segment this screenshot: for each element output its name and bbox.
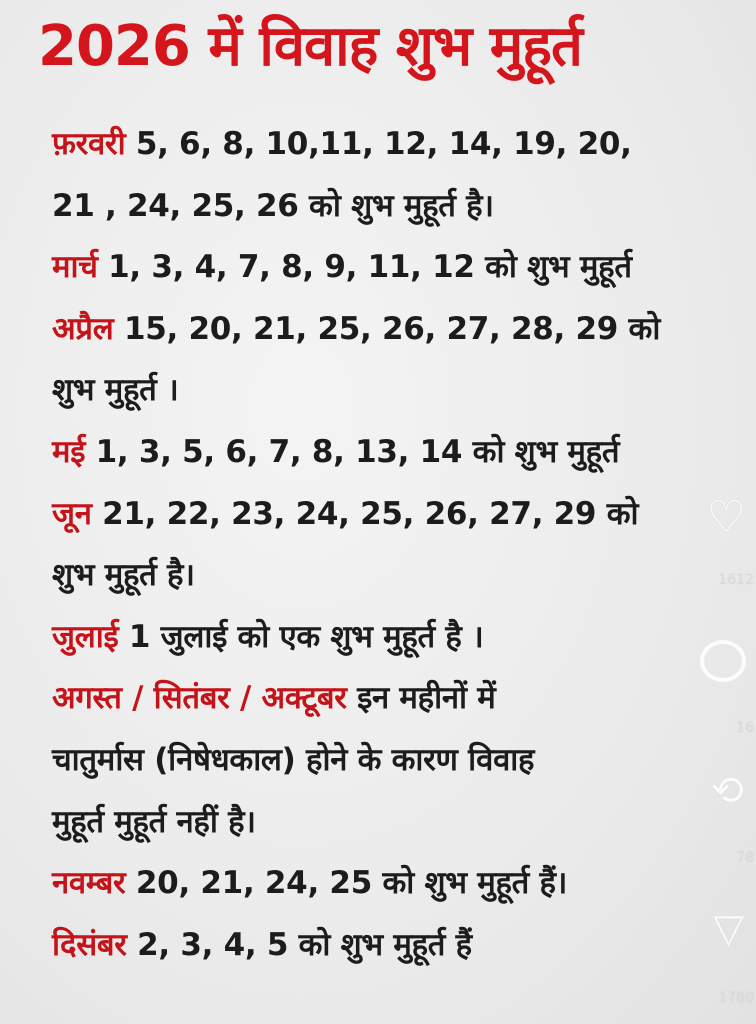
month-label: अप्रैल [52, 310, 114, 347]
month-label: फ़रवरी [52, 126, 126, 162]
list-item [52, 853, 712, 915]
send-icon[interactable]: ▽ [713, 906, 744, 952]
dates-text: शुभ मुहूर्त । [52, 372, 179, 409]
list-item [52, 915, 712, 977]
month-label: मई [52, 433, 86, 470]
month-label: अगस्त / सितंबर / अक्टूबर [52, 680, 347, 717]
dates-text: इन महीनों में [346, 680, 496, 717]
list-item [52, 237, 712, 299]
comment-count: 16 [736, 720, 754, 736]
repost-icon[interactable]: ⟲ [710, 768, 744, 814]
list-item [52, 545, 712, 607]
dates-text: 1, 3, 4, 7, 8, 9, 11, 12 को शुभ मुहूर्त [97, 249, 632, 286]
list-item [52, 607, 712, 669]
list-item [52, 484, 712, 546]
share-count: 1780 [718, 990, 754, 1006]
dates-text: 21 , 24, 25, 26 को शुभ मुहूर्त है। [52, 187, 494, 224]
list-item [52, 668, 712, 730]
dates-text: शुभ मुहूर्त है। [52, 557, 195, 594]
page-title: 2026 में विवाह शुभ मुहूर्त [38, 14, 582, 79]
muhurat-list [52, 114, 712, 976]
dates-text: 1 जुलाई को एक शुभ मुहूर्त है । [118, 618, 484, 655]
month-label: दिसंबर [52, 926, 127, 963]
month-label: नवम्बर [52, 865, 126, 902]
dates-text: मुहूर्त मुहूर्त नहीं है। [52, 803, 256, 840]
month-label: मार्च [52, 249, 98, 286]
dates-text: 2, 3, 4, 5 को शुभ मुहूर्त हैं [126, 926, 472, 963]
list-item [52, 792, 712, 854]
list-item [52, 422, 712, 484]
dates-text: 15, 20, 21, 25, 26, 27, 28, 29 को [113, 310, 661, 347]
dates-text: 1, 3, 5, 6, 7, 8, 13, 14 को शुभ मुहूर्त [85, 433, 620, 470]
like-count: 1612 [718, 572, 754, 588]
heart-icon[interactable]: ♡ [706, 492, 746, 543]
comment-icon[interactable] [700, 640, 746, 682]
list-item [52, 730, 712, 792]
dates-text: 20, 21, 24, 25 को शुभ मुहूर्त हैं। [125, 865, 568, 902]
dates-text: चातुर्मास (निषेधकाल) होने के कारण विवाह [52, 741, 535, 778]
repost-count: 78 [736, 850, 754, 866]
dates-text: 5, 6, 8, 10,11, 12, 14, 19, 20, [125, 126, 632, 162]
month-label: जून [52, 495, 92, 532]
month-label: जुलाई [52, 618, 119, 655]
list-item [52, 360, 712, 422]
list-item [52, 114, 712, 176]
list-item [52, 176, 712, 238]
dates-text: 21, 22, 23, 24, 25, 26, 27, 29 को [91, 495, 639, 532]
list-item [52, 299, 712, 361]
